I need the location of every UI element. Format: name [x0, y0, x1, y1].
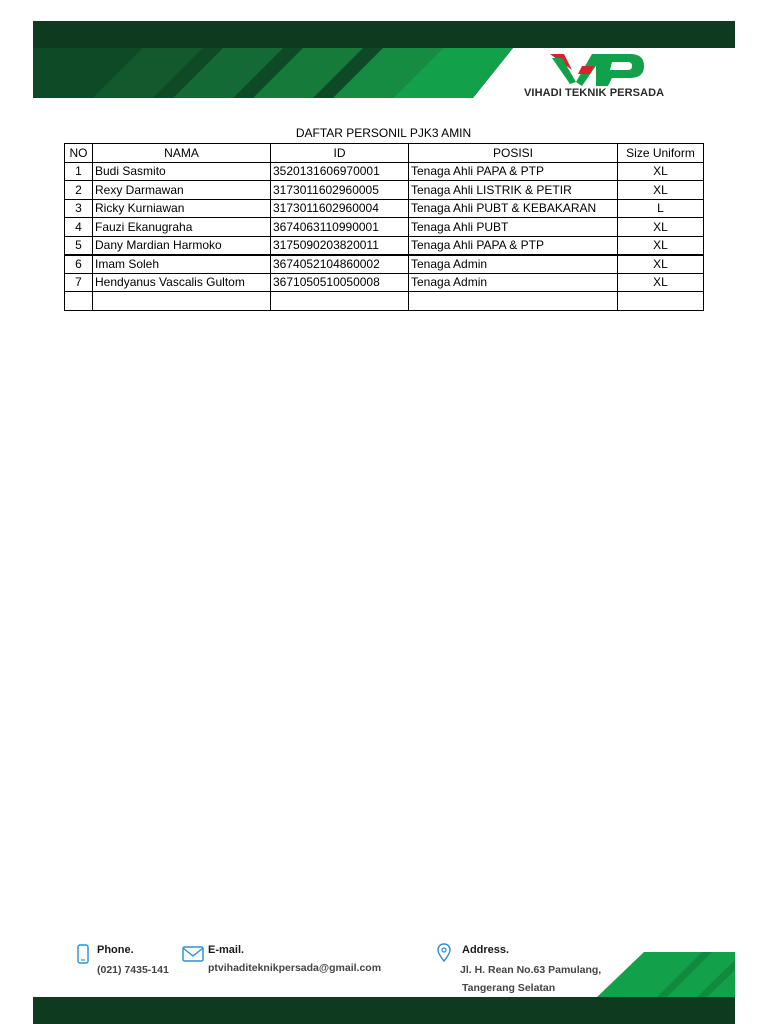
- cell-size: [618, 292, 704, 311]
- document-title: DAFTAR PERSONIL PJK3 AMIN: [295, 126, 472, 140]
- table-row: [65, 181, 704, 200]
- address-line1: Jl. H. Rean No.63 Pamulang,: [460, 964, 602, 976]
- cell-no: 3: [65, 199, 93, 218]
- table-row: [65, 218, 704, 237]
- table-header-row: [65, 144, 704, 163]
- cell-nama: [93, 292, 271, 311]
- mail-icon: [182, 946, 204, 962]
- phone-icon: [76, 944, 90, 964]
- cell-no: 2: [65, 181, 93, 200]
- table-row: [65, 199, 704, 218]
- footer-band: [33, 997, 735, 1024]
- phone-label: Phone.: [97, 944, 134, 956]
- cell-size: XL: [618, 181, 704, 200]
- cell-id: 3173011602960005: [271, 181, 409, 200]
- cell-no: 4: [65, 218, 93, 237]
- email-value: ptvihaditeknikpersada@gmail.com: [208, 962, 382, 974]
- cell-no: 1: [65, 162, 93, 181]
- address-label: Address.: [462, 944, 510, 956]
- cell-size: XL: [618, 273, 704, 292]
- cell-nama: Fauzi Ekanugraha: [93, 218, 271, 237]
- cell-nama: Ricky Kurniawan: [93, 199, 271, 218]
- cell-no: 6: [65, 255, 93, 274]
- table-row: [65, 255, 704, 274]
- cell-size: XL: [618, 218, 704, 237]
- cell-posisi: Tenaga Admin: [409, 255, 618, 274]
- cell-posisi: Tenaga Ahli PAPA & PTP: [409, 162, 618, 181]
- cell-nama: Hendyanus Vascalis Gultom: [93, 273, 271, 292]
- cell-size: XL: [618, 255, 704, 274]
- cell-nama: Dany Mardian Harmoko: [93, 236, 271, 255]
- cell-id: 3173011602960004: [271, 199, 409, 218]
- cell-id: 3175090203820011: [271, 236, 409, 255]
- table-row: [65, 273, 704, 292]
- header-nama: NAMA: [93, 144, 271, 163]
- table-row: [65, 236, 704, 255]
- cell-posisi: Tenaga Ahli PUBT & KEBAKARAN: [409, 199, 618, 218]
- header-no: NO: [65, 144, 93, 163]
- cell-size: XL: [618, 162, 704, 181]
- cell-id: 3671050510050008: [271, 273, 409, 292]
- phone-value: (021) 7435-141: [97, 964, 169, 976]
- cell-nama: Imam Soleh: [93, 255, 271, 274]
- cell-id: [271, 292, 409, 311]
- header-size-uniform: Size Uniform: [618, 144, 704, 163]
- footer-stripes-graphic: [596, 952, 735, 998]
- personnel-table: [64, 143, 704, 311]
- cell-size: L: [618, 199, 704, 218]
- cell-posisi: Tenaga Ahli PAPA & PTP: [409, 236, 618, 255]
- cell-posisi: Tenaga Ahli PUBT: [409, 218, 618, 237]
- table-row: [65, 162, 704, 181]
- cell-id: 3674063110990001: [271, 218, 409, 237]
- header-posisi: POSISI: [409, 144, 618, 163]
- location-pin-icon: [436, 943, 452, 963]
- cell-posisi: Tenaga Ahli LISTRIK & PETIR: [409, 181, 618, 200]
- cell-posisi: Tenaga Admin: [409, 273, 618, 292]
- company-name: VIHADI TEKNIK PERSADA: [524, 87, 665, 99]
- cell-posisi: [409, 292, 618, 311]
- email-label: E-mail.: [208, 944, 245, 956]
- cell-size: XL: [618, 236, 704, 255]
- cell-id: 3520131606970001: [271, 162, 409, 181]
- cell-id: 3674052104860002: [271, 255, 409, 274]
- cell-nama: Budi Sasmito: [93, 162, 271, 181]
- cell-nama: Rexy Darmawan: [93, 181, 271, 200]
- address-line2: Tangerang Selatan: [462, 982, 556, 994]
- cell-no: 7: [65, 273, 93, 292]
- header-id: ID: [271, 144, 409, 163]
- cell-no: 5: [65, 236, 93, 255]
- cell-no: [65, 292, 93, 311]
- table-row-empty: [65, 292, 704, 311]
